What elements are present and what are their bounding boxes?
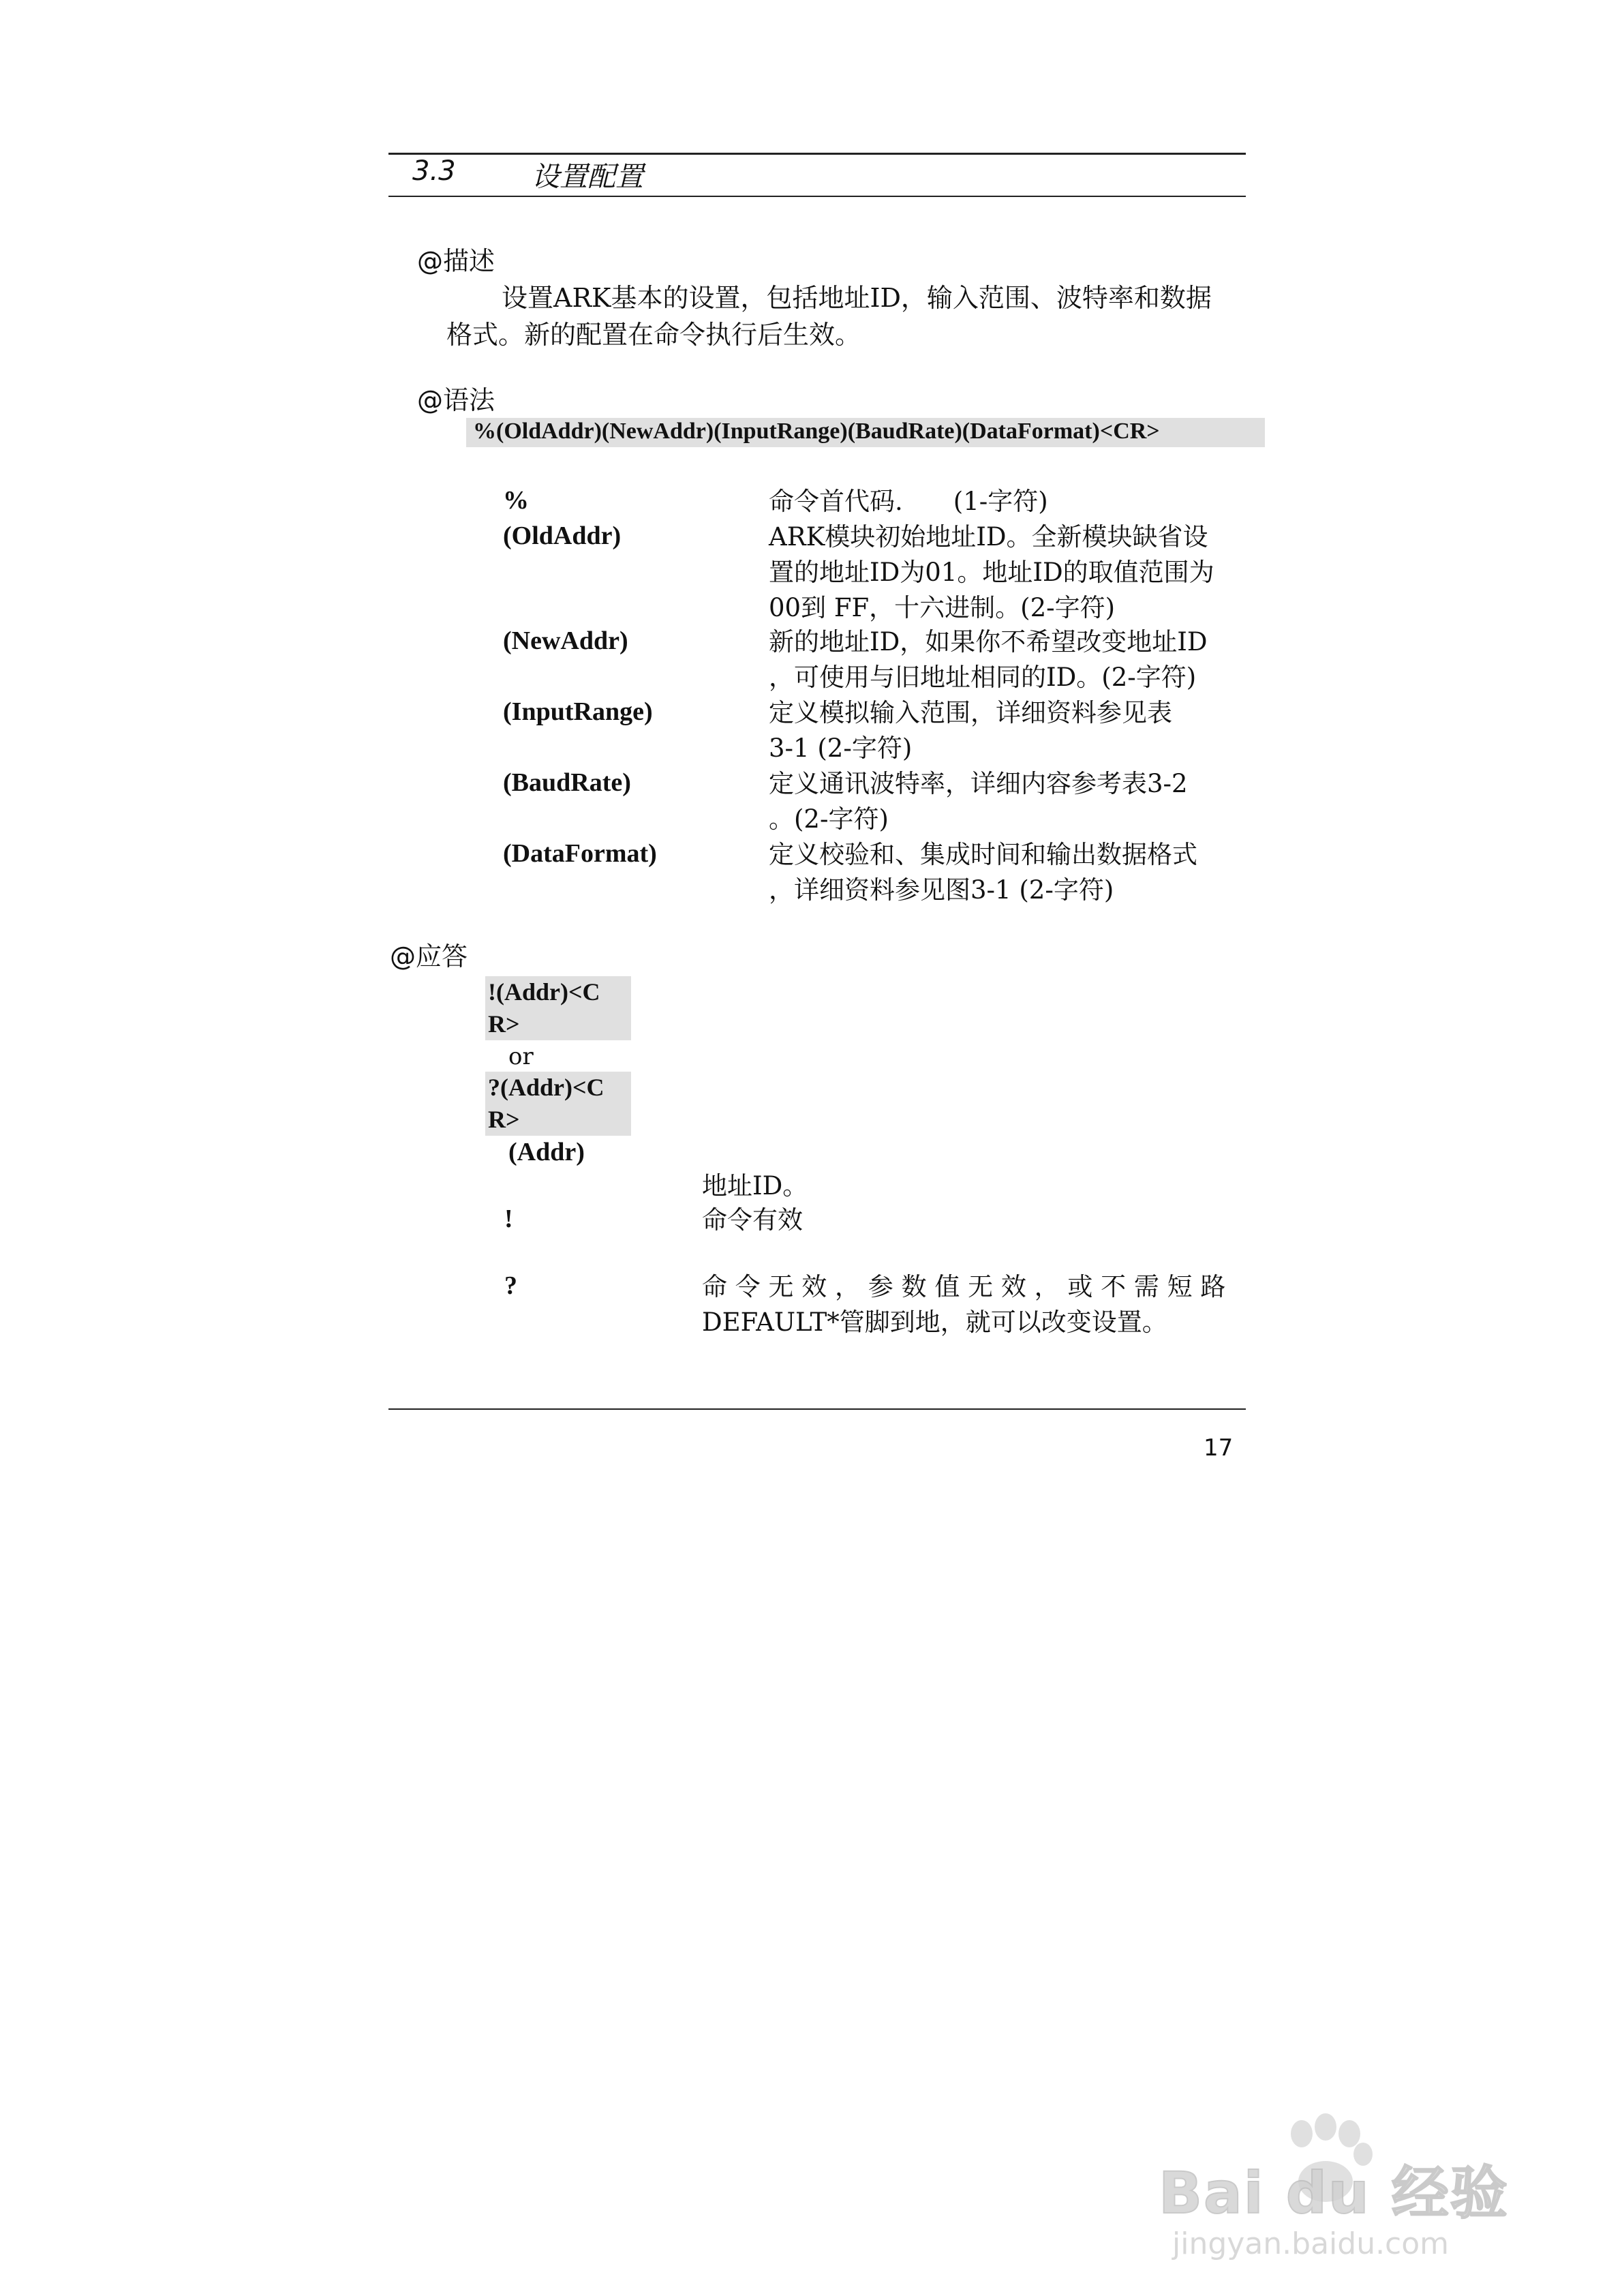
- response-q-desc-1: 命 令 无 效 ， 参 数 值 无 效 ， 或 不 需 短 路: [702, 1272, 1226, 1301]
- response-q-desc-2: DEFAULT*管脚到地，就可以改变设置。: [702, 1308, 1167, 1337]
- param-name-oldaddr: (OldAddr): [503, 522, 622, 550]
- watermark-brand: Bai du 经验: [1159, 2160, 1509, 2226]
- response-q-label: ?: [504, 1271, 517, 1300]
- or-label: or: [508, 1043, 534, 1070]
- param-desc-line: ，详细资料参见图3-1 (2-字符): [769, 875, 1114, 905]
- param-desc-percent: [769, 484, 1246, 519]
- response-addr-desc: 地址ID。: [702, 1171, 808, 1200]
- param-desc-newaddr: [769, 624, 1246, 695]
- response-bang-desc: 命令有效: [702, 1205, 803, 1235]
- command-syntax: %(OldAddr)(NewAddr)(InputRange)(BaudRate)(DataFormat)<CR>: [473, 419, 1160, 444]
- param-name-percent: %: [503, 486, 529, 515]
- response-addr-label: (Addr): [508, 1138, 585, 1166]
- param-desc-inputrange: [769, 695, 1246, 766]
- footer-rule: [388, 1408, 1246, 1410]
- valid-response-box: [485, 976, 631, 1040]
- param-name-newaddr: (NewAddr): [503, 626, 628, 655]
- param-desc-line: 定义通讯波特率，详细内容参考表3-2: [769, 769, 1188, 798]
- param-desc-oldaddr: [769, 519, 1246, 626]
- page-number: 17: [1204, 1434, 1234, 1462]
- param-desc-line: 。(2-字符): [769, 804, 889, 834]
- param-desc-line: ARK模块初始地址ID。全新模块缺省设: [769, 522, 1208, 552]
- invalid-response-box: [485, 1072, 631, 1136]
- param-desc-line: 3-1 (2-字符): [769, 734, 913, 763]
- param-desc-line: 命令首代码. (1-字符): [769, 487, 1048, 516]
- param-desc-dataformat: [769, 837, 1246, 908]
- section-title: 设置配置: [532, 160, 643, 193]
- response-bang-label: !: [504, 1205, 513, 1233]
- header-rule-top: [388, 153, 1246, 155]
- invalid-response-line: R>: [488, 1106, 520, 1133]
- syntax-heading: @语法: [417, 385, 495, 415]
- header-rule-bottom: [388, 196, 1246, 197]
- invalid-response-line: ?(Addr)<C: [488, 1074, 605, 1101]
- param-name-inputrange: (InputRange): [503, 697, 653, 726]
- description-heading: @描述: [417, 246, 495, 276]
- param-desc-line: 置的地址ID为01。地址ID的取值范围为: [769, 558, 1214, 587]
- response-heading: @应答: [390, 941, 468, 971]
- param-desc-baudrate: [769, 766, 1246, 837]
- param-name-dataformat: (DataFormat): [503, 839, 657, 868]
- baidu-watermark: [1159, 2106, 1513, 2263]
- param-desc-line: 定义校验和、集成时间和输出数据格式: [769, 840, 1197, 869]
- valid-response-line: R>: [488, 1010, 520, 1038]
- param-desc-line: 00到 FF，十六进制。(2-字符): [769, 593, 1116, 622]
- description-line-2: 格式。新的配置在命令执行后生效。: [446, 320, 861, 350]
- valid-response-line: !(Addr)<C: [488, 978, 600, 1006]
- description-line-1: 设置ARK基本的设置，包括地址ID，输入范围、波特率和数据: [502, 283, 1212, 313]
- param-desc-line: ，可使用与旧地址相同的ID。(2-字符): [769, 663, 1197, 692]
- section-number: 3.3: [412, 155, 456, 187]
- watermark-url: jingyan.baidu.com: [1172, 2226, 1450, 2261]
- param-desc-line: 定义模拟输入范围，详细资料参见表: [769, 698, 1172, 727]
- param-desc-line: 新的地址ID，如果你不希望改变地址ID: [769, 627, 1208, 656]
- param-name-baudrate: (BaudRate): [503, 768, 631, 797]
